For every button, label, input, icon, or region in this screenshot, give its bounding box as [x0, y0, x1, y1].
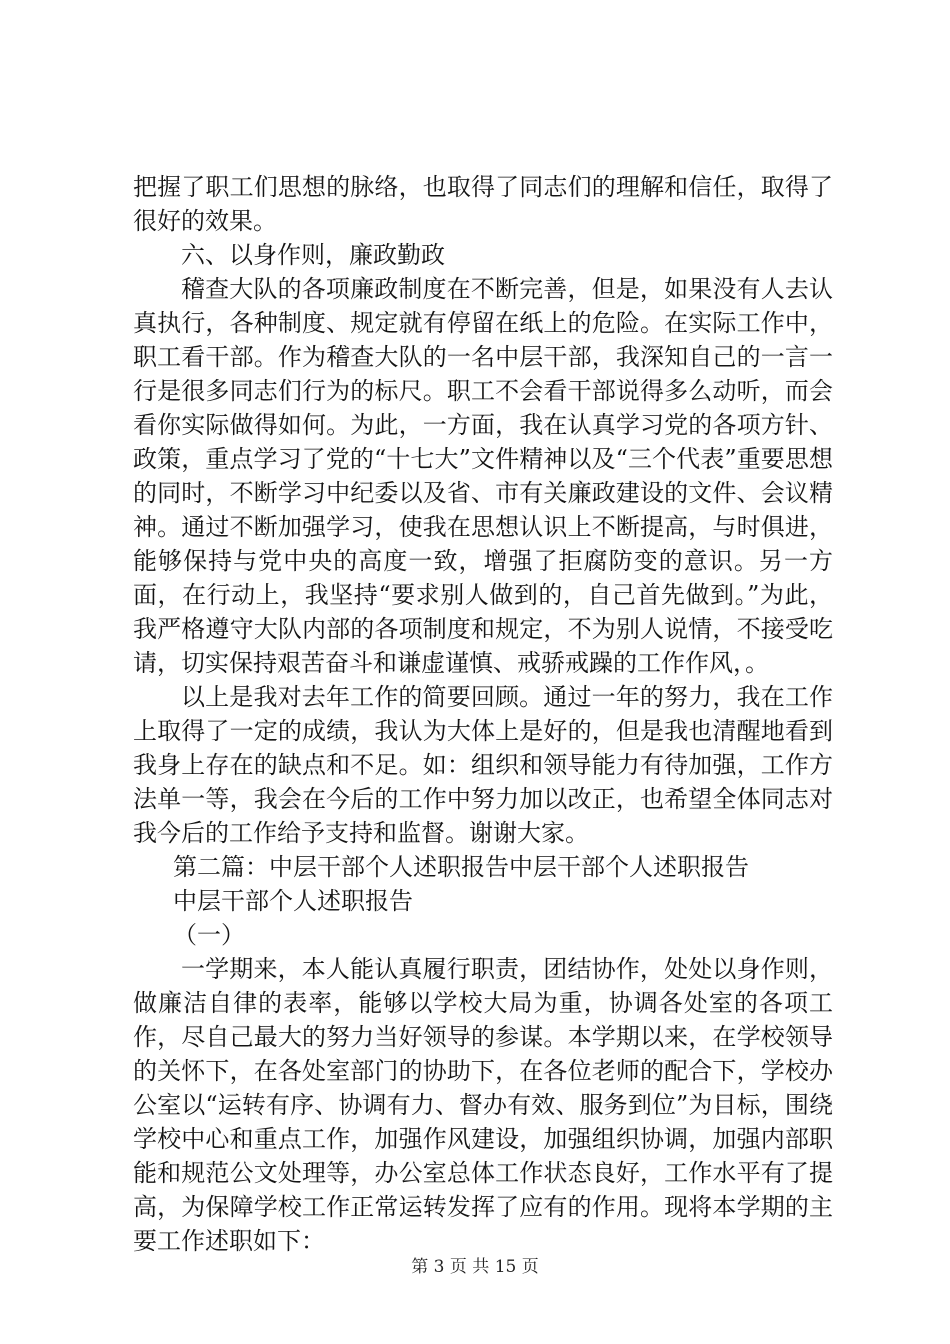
- page-number: 第 3 页 共 15 页: [411, 1257, 539, 1277]
- chapter-title: 第二篇：中层干部个人述职报告中层干部个人述职报告: [173, 853, 749, 881]
- paragraph-summary: 以上是我对去年工作的简要回顾。通过一年的努力，我在工作上取得了一定的成绩，我认为大体上是好的，但是我也清醒地看到我身上存在的缺点和不足。如：组织和领导能力有待加强，工作方法单一等，我会在今后的工作中努力加以改正，也希望全体同志对我今后的工作给予支持和监督。谢谢大家。: [133, 683, 833, 847]
- paragraph-continuation: 把握了职工们思想的脉络，也取得了同志们的理解和信任，取得了很好的效果。: [133, 173, 833, 235]
- report-title: 中层干部个人述职报告: [173, 887, 413, 915]
- document-body: [133, 170, 833, 1258]
- paragraph-semester: 一学期来，本人能认真履行职责，团结协作，处处以身作则，做廉洁自律的表率，能够以学校大局为重，协调各处室的各项工作，尽自己最大的努力当好领导的参谋。本学期以来，在学校领导的关怀下，在各处室部门的协助下，在各位老师的配合下，学校办公室以“运转有序、协调有力、督办有效、服务到位”为目标，围绕学校中心和重点工作，加强作风建设，加强组织协调，加强内部职能和规范公文处理等，办公室总体工作状态良好，工作水平有了提高，为保障学校工作正常运转发挥了应有的作用。现将本学期的主要工作述职如下：: [133, 955, 833, 1255]
- paragraph-integrity: 稽查大队的各项廉政制度在不断完善，但是，如果没有人去认真执行，各种制度、规定就有停留在纸上的危险。在实际工作中，职工看干部。作为稽查大队的一名中层干部，我深知自己的一言一行是很多同志们行为的标尺。职工不会看干部说得多么动听，而会看你实际做得如何。为此，一方面，我在认真学习党的各项方针、政策，重点学习了党的“十七大”文件精神以及“三个代表”重要思想的同时，不断学习中纪委以及省、市有关廉政建设的文件、会议精神。通过不断加强学习，使我在思想认识上不断提高，与时俱进，能够保持与党中央的高度一致，增强了拒腐防变的意识。另一方面，在行动上，我坚持“要求别人做到的，自己首先做到。”为此，我严格遵守大队内部的各项制度和规定，不为别人说情，不接受吃请，切实保持艰苦奋斗和谦虚谨慎、戒骄戒躁的工作作风，。: [133, 275, 833, 677]
- section-number: （一）: [173, 921, 245, 949]
- section-heading-6: 六、以身作则，廉政勤政: [181, 241, 445, 269]
